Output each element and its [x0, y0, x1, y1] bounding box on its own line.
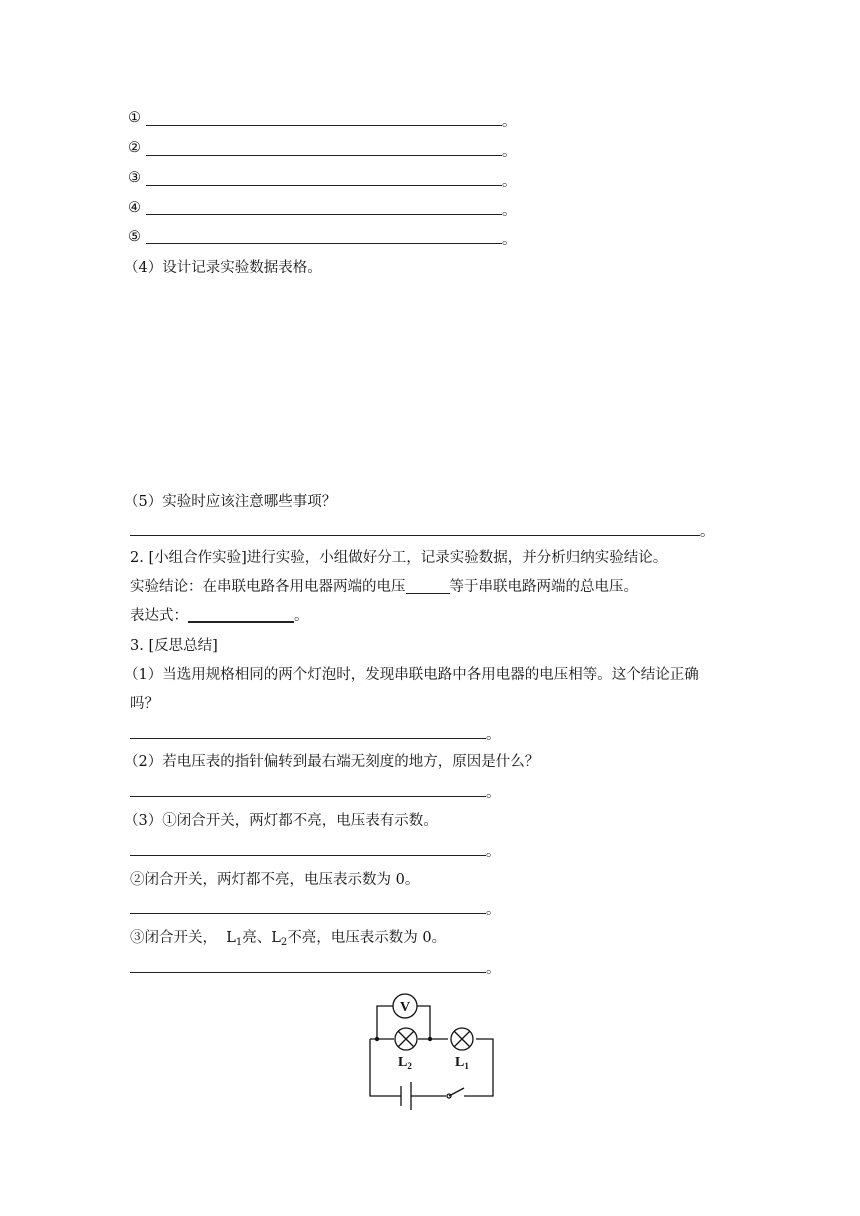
- answer-blank[interactable]: [130, 796, 486, 797]
- question-5: （5）实验时应该注意哪些事项？: [124, 494, 337, 510]
- conclusion-blank[interactable]: [406, 579, 450, 594]
- period: 。: [486, 727, 501, 743]
- l1-subscript: 1: [235, 937, 243, 948]
- conclusion-pre: 实验结论：在串联电路各用电器两端的电压: [130, 579, 406, 595]
- outer-wire: [370, 1039, 401, 1096]
- answer-blank[interactable]: [146, 214, 502, 215]
- expression-line: [130, 606, 309, 626]
- marker: ③: [128, 170, 141, 186]
- conclusion-post: 等于串联电路两端的总电压。: [449, 579, 638, 595]
- lamp-l1-label: $L_1$: [455, 1055, 469, 1071]
- answer-blank[interactable]: [146, 155, 502, 156]
- period: 。: [502, 203, 517, 219]
- outer-wire: [464, 1039, 493, 1096]
- l2-label: L: [271, 930, 281, 946]
- voltmeter-icon: [393, 994, 417, 1018]
- voltmeter-wire: [377, 1006, 393, 1039]
- section-3-heading: 3. [反思总结]: [130, 638, 218, 654]
- period: 。: [486, 902, 501, 918]
- q3c-mid: 亮、: [242, 930, 272, 946]
- lamp-l2-label: $L_2$: [398, 1055, 412, 1071]
- l1-label: L: [226, 930, 236, 946]
- question-3-2: （2）若电压表的指针偏转到最右端无刻度的地方，原因是什么？: [124, 754, 540, 770]
- switch-icon: [447, 1094, 451, 1098]
- period: 。: [502, 114, 517, 130]
- period: 。: [502, 144, 517, 160]
- period: 。: [486, 844, 501, 860]
- marker: ②: [128, 140, 141, 156]
- question-3-1-line2: 吗？: [130, 696, 159, 712]
- period: 。: [294, 608, 309, 624]
- q3c-post: 不亮，电压表示数为 0。: [287, 930, 447, 946]
- section-2-heading: 2. [小组合作实验]进行实验，小组做好分工，记录实验数据，并分析归纳实验结论。: [130, 550, 668, 566]
- voltmeter-label: V: [399, 1000, 411, 1015]
- marker: ⑤: [128, 229, 141, 245]
- answer-blank[interactable]: [130, 738, 486, 739]
- voltmeter-wire: [417, 1006, 430, 1039]
- lamp-l1-icon: [451, 1028, 473, 1050]
- question-3-3b: ②闭合开关，两灯都不亮，电压表示数为 0。: [130, 872, 420, 888]
- answer-blank[interactable]: [146, 185, 502, 186]
- l2-subscript: 2: [280, 937, 288, 948]
- marker: ①: [128, 110, 141, 126]
- question-4: （4）设计记录实验数据表格。: [124, 260, 322, 276]
- period: 。: [502, 174, 517, 190]
- answer-blank[interactable]: [130, 913, 486, 914]
- answer-blank[interactable]: [130, 972, 486, 973]
- answer-blank[interactable]: [130, 535, 700, 536]
- period: 。: [486, 961, 501, 977]
- conclusion-line: [130, 577, 638, 597]
- answer-blank[interactable]: [130, 855, 486, 856]
- question-3-1-line1: （1）当选用规格相同的两个灯泡时，发现串联电路中各用电器的电压相等。这个结论正确: [124, 667, 699, 683]
- question-3-3a: （3）①闭合开关，两灯都不亮，电压表有示数。: [124, 813, 438, 829]
- answer-blank[interactable]: [146, 125, 502, 126]
- marker: ④: [128, 200, 141, 216]
- period: 。: [700, 524, 715, 540]
- expression-label: 表达式：: [130, 608, 188, 624]
- period: 。: [502, 232, 517, 248]
- q3c-pre: ③闭合开关，: [130, 930, 217, 946]
- period: 。: [486, 785, 501, 801]
- question-3-3c: [130, 928, 446, 953]
- expression-blank[interactable]: [188, 607, 294, 623]
- data-table-area[interactable]: [130, 290, 710, 460]
- answer-blank[interactable]: [146, 243, 502, 244]
- lamp-l2-icon: [395, 1028, 417, 1050]
